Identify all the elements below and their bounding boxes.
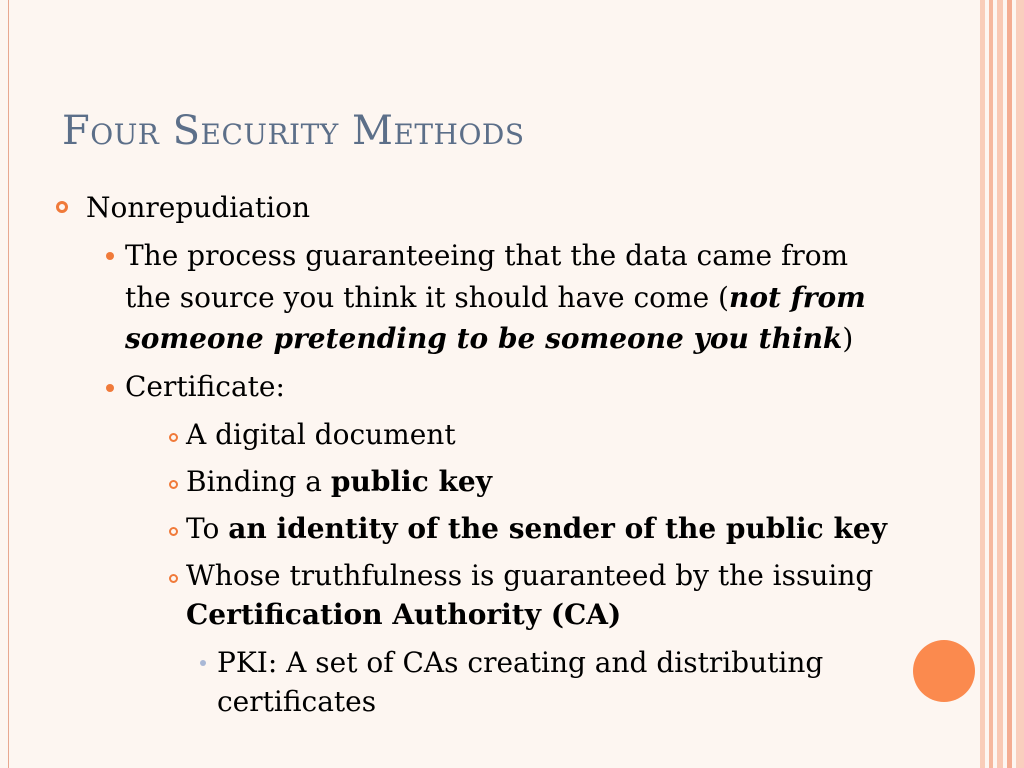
dot-bullet-icon bbox=[200, 660, 206, 666]
slide-title: Four Security Methods bbox=[62, 108, 525, 154]
bullet-level2-continued bbox=[125, 318, 853, 360]
bullet-level1 bbox=[86, 187, 310, 229]
ring-bullet-icon bbox=[169, 527, 178, 536]
bold-italic-text: someone pretending to be someone you think bbox=[125, 322, 843, 355]
bullet-text: Certificate: bbox=[125, 370, 285, 403]
bullet-text: certificates bbox=[217, 685, 377, 718]
bold-text: an identity of the sender of the public key bbox=[228, 512, 887, 545]
bullet-level4-continued bbox=[217, 681, 376, 723]
bullet-level3 bbox=[186, 508, 887, 550]
decorative-stripes bbox=[980, 0, 1024, 768]
bullet-text: Binding a bbox=[186, 465, 331, 498]
bullet-level3-continued bbox=[186, 594, 621, 636]
bullet-text: Whose truthfulness is guaranteed by the issuing bbox=[186, 559, 874, 592]
ring-bullet-icon bbox=[56, 201, 68, 213]
bullet-text: The process guaranteeing that the data came from bbox=[125, 239, 849, 272]
dot-bullet-icon bbox=[106, 384, 114, 392]
bullet-level2 bbox=[125, 235, 848, 277]
decorative-circle bbox=[913, 640, 975, 702]
bullet-text: ) bbox=[842, 322, 854, 355]
ring-bullet-icon bbox=[169, 480, 178, 489]
bullet-level3 bbox=[186, 414, 456, 456]
dot-bullet-icon bbox=[106, 252, 114, 260]
bullet-text: PKI: A set of CAs creating and distributing bbox=[217, 646, 824, 679]
bullet-level4 bbox=[217, 642, 823, 684]
ring-bullet-icon bbox=[169, 433, 178, 442]
bullet-text: the source you think it should have come ( bbox=[125, 281, 729, 314]
bold-text: Certification Authority (CA) bbox=[186, 598, 622, 631]
bullet-text: A digital document bbox=[186, 418, 456, 451]
bullet-level3 bbox=[186, 555, 873, 597]
bullet-level2 bbox=[125, 366, 285, 408]
bullet-level2-continued bbox=[125, 277, 866, 319]
bullet-text: To bbox=[186, 512, 229, 545]
bold-text: public key bbox=[330, 465, 492, 498]
bold-italic-text: not from bbox=[728, 281, 866, 314]
bullet-level3 bbox=[186, 461, 492, 503]
bullet-text: Nonrepudiation bbox=[86, 191, 310, 224]
ring-bullet-icon bbox=[169, 574, 178, 583]
